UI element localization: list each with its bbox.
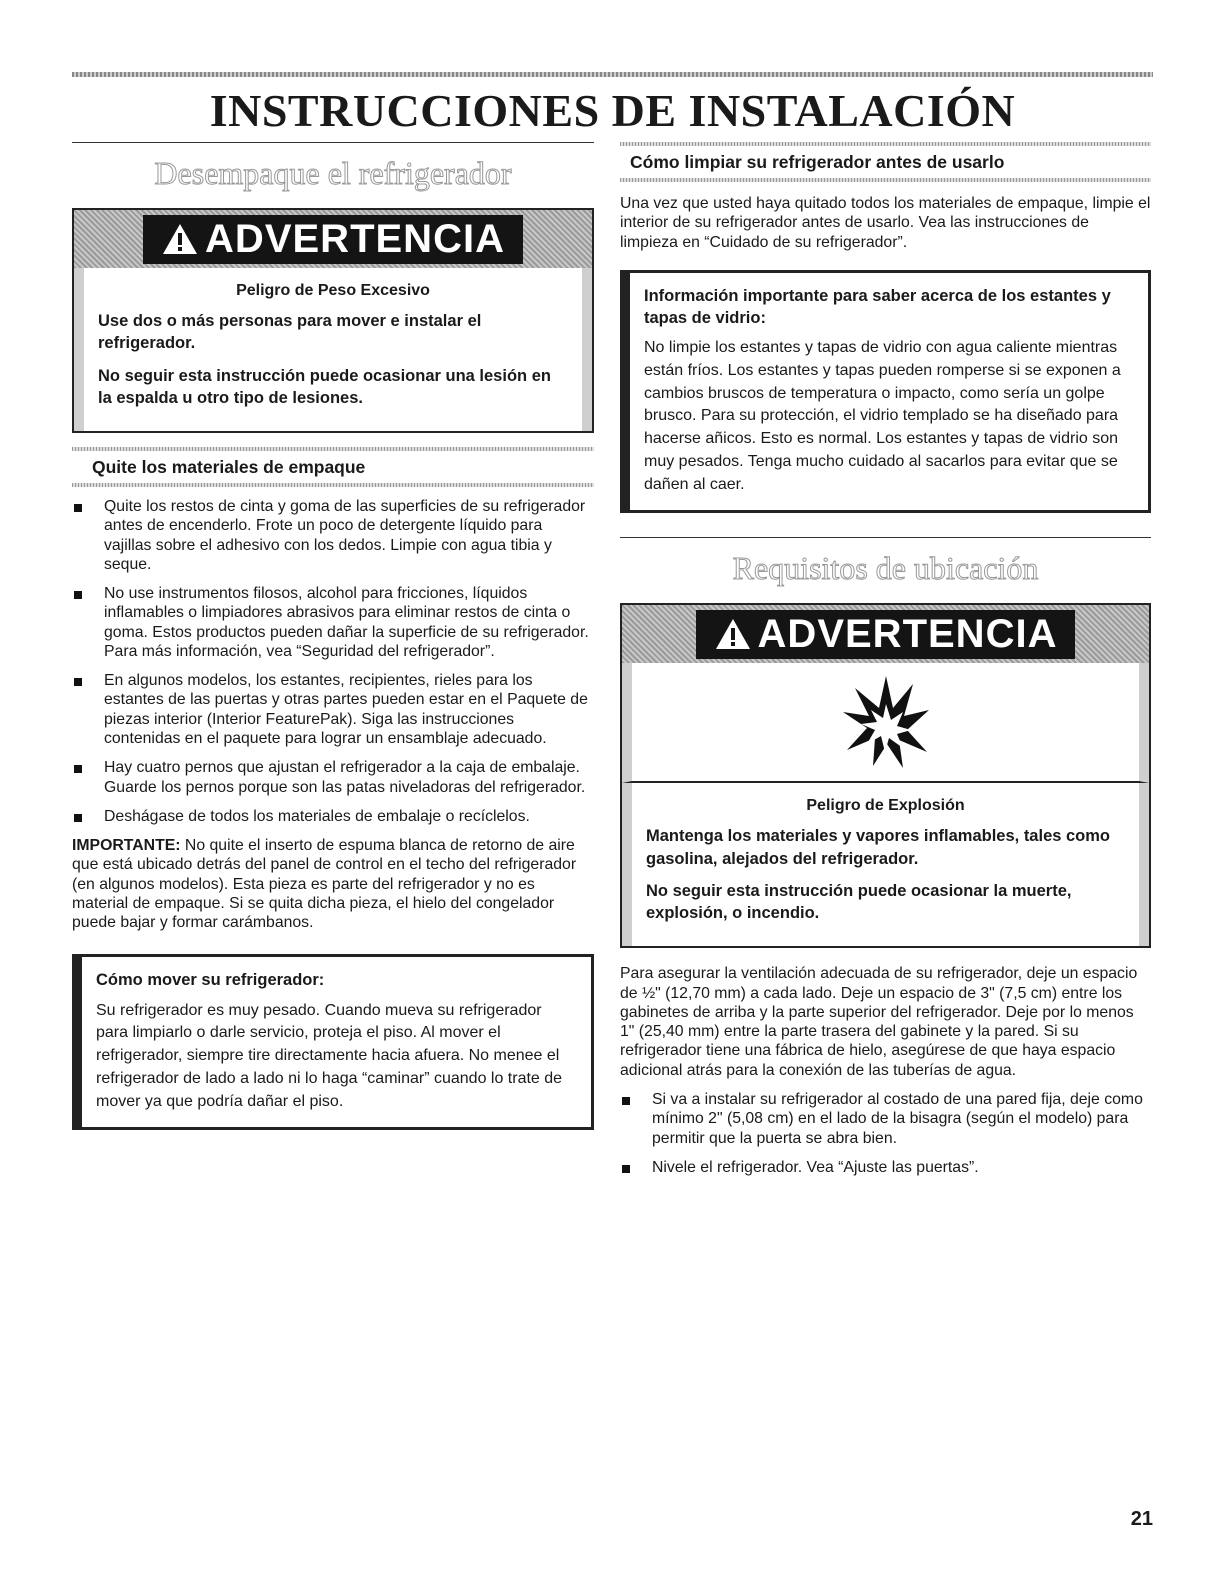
page-title: INSTRUCCIONES DE INSTALACIÓN xyxy=(209,85,1016,136)
list-item: En algunos modelos, los estantes, recipientes, rieles para los estantes de las puertas y otras partes pueden estar en el Paquete de piezas interior (Interior FeaturePak). Siga las instrucciones contenidas en el paquete para lograr un ensamblaje adecuado. xyxy=(72,671,594,748)
warning-line: Mantenga los materiales y vapores inflamables, tales como gasolina, alejados del refrigerador. xyxy=(646,827,1111,868)
remove-heading: Quite los materiales de empaque xyxy=(92,457,366,478)
list-item: Deshágase de todos los materiales de embalaje o recíclelos. xyxy=(72,807,594,826)
left-column xyxy=(72,142,594,1130)
glass-heading: Información importante para saber acerca de los estantes y tapas de vidrio: xyxy=(644,286,1111,328)
warning-header xyxy=(74,210,592,268)
divider xyxy=(620,537,1151,538)
list-item: No use instrumentos filosos, alcohol para fricciones, líquidos inflamables o limpiadores abrasivos para eliminar restos de cinta o goma. Estos productos pueden dañar la superficie de su refrigerador. Para más información, vea “Seguridad del refrigerador”. xyxy=(72,584,594,661)
glass-box xyxy=(620,270,1151,514)
warning-label: ADVERTENCIA xyxy=(757,611,1058,656)
clean-text: Una vez que usted haya quitado todos los materiales de empaque, limpie el interior de su refrigerador antes de usarlo. Vea las instrucciones de limpieza en “Cuidado de su refrigerador”. xyxy=(620,195,1151,251)
warning-body xyxy=(622,783,1149,946)
clean-heading: Cómo limpiar su refrigerador antes de usarlo xyxy=(630,152,1005,172)
glass-text: No limpie los estantes y tapas de vidrio con agua caliente mientras están fríos. Los estantes y tapas pueden romperse si se exponen a cambios bruscos de temperatura o impacto, como sería un golpe brusco. Para su protección, el vidrio templado se ha diseñado para hacerse añicos. Esto es normal. Los estantes y tapas de vidrio son muy pesados. Tenga mucho cuidado al sacarlos para evitar que se dañen al caer. xyxy=(644,339,1121,493)
list-item: Nivele el refrigerador. Vea “Ajuste las puertas”. xyxy=(620,1158,1151,1177)
warning-box-weight xyxy=(72,208,594,433)
warning-triangle-icon xyxy=(714,617,752,651)
location-list xyxy=(620,1090,1151,1177)
list-item: Quite los restos de cinta y goma de las superficies de su refrigerador antes de encenderlo. Frote un poco de detergente líquido para vajillas sobre el adhesivo con los dedos. Limpie con agua tibia y seque. xyxy=(72,497,594,574)
top-rule xyxy=(72,72,1153,77)
divider xyxy=(72,142,594,143)
list-item: Si va a instalar su refrigerador al costado de una pared fija, deje como mínimo 2" (5,08 cm) en el lado de la bisagra (según el modelo) para permitir que la puerta se abra bien. xyxy=(620,1090,1151,1148)
explosion-pictogram xyxy=(622,663,1149,783)
remove-list xyxy=(72,497,594,826)
divider xyxy=(72,483,594,487)
important-text: No quite el inserto de espuma blanca de retorno de aire que está ubicado detrás del panel de control en el techo del refrigerador (en algunos modelos). Esta pieza es parte del refrigerador y no es material de empaque. Si se quita dicha pieza, el hielo del congelador puede bajar y formar carámbanos. xyxy=(72,837,577,932)
explosion-icon xyxy=(841,674,931,770)
page-number: 21 xyxy=(1130,1508,1153,1530)
warning-triangle-icon xyxy=(161,222,199,256)
warning-body xyxy=(74,268,592,431)
warning-line: Use dos o más personas para mover e instalar el refrigerador. xyxy=(98,312,482,353)
move-text: Su refrigerador es muy pesado. Cuando mueva su refrigerador para limpiarlo o darle servicio, proteja el piso. Al mover el refrigerador, siempre tire directamente hacia afuera. No menee el refrigerador de lado a lado ni lo haga “caminar” cuando lo trate de mover ya que podría dañar el piso. xyxy=(96,1001,563,1110)
important-label: IMPORTANTE: xyxy=(72,837,181,855)
move-heading: Cómo mover su refrigerador: xyxy=(96,971,325,990)
warning-line: No seguir esta instrucción puede ocasionar la muerte, explosión, o incendio. xyxy=(646,881,1072,923)
right-column xyxy=(620,142,1151,1187)
warning-header xyxy=(622,605,1149,663)
divider xyxy=(620,178,1151,182)
warning-box-explosion xyxy=(620,603,1151,948)
important-note xyxy=(72,836,594,932)
section-title-location: Requisitos de ubicación xyxy=(732,550,1039,587)
warning-label: ADVERTENCIA xyxy=(205,216,505,261)
section-title-unpack: Desempaque el refrigerador xyxy=(154,155,512,191)
hazard-title: Peligro de Peso Excesivo xyxy=(236,282,430,299)
move-box xyxy=(72,954,594,1130)
warning-line: No seguir esta instrucción puede ocasionar una lesión en la espalda u otro tipo de lesiones. xyxy=(98,366,551,407)
hazard-title: Peligro de Explosión xyxy=(806,797,965,815)
location-text: Para asegurar la ventilación adecuada de su refrigerador, deje un espacio de ½" (12,70 mm) a cada lado. Deje un espacio de 3" (7,5 cm) entre los gabinetes de arriba y la parte superior del refrigerador. Deje por lo menos 1" (25,40 mm) entre la parte trasera del gabinete y la pared. Si su refrigerador tiene una fábrica de hielo, asegúrese de que haya espacio adicional atrás para la conexión de las tuberías de agua. xyxy=(620,965,1138,1079)
list-item: Hay cuatro pernos que ajustan el refrigerador a la caja de embalaje. Guarde los pernos porque son las patas niveladoras del refrigerador. xyxy=(72,758,594,797)
